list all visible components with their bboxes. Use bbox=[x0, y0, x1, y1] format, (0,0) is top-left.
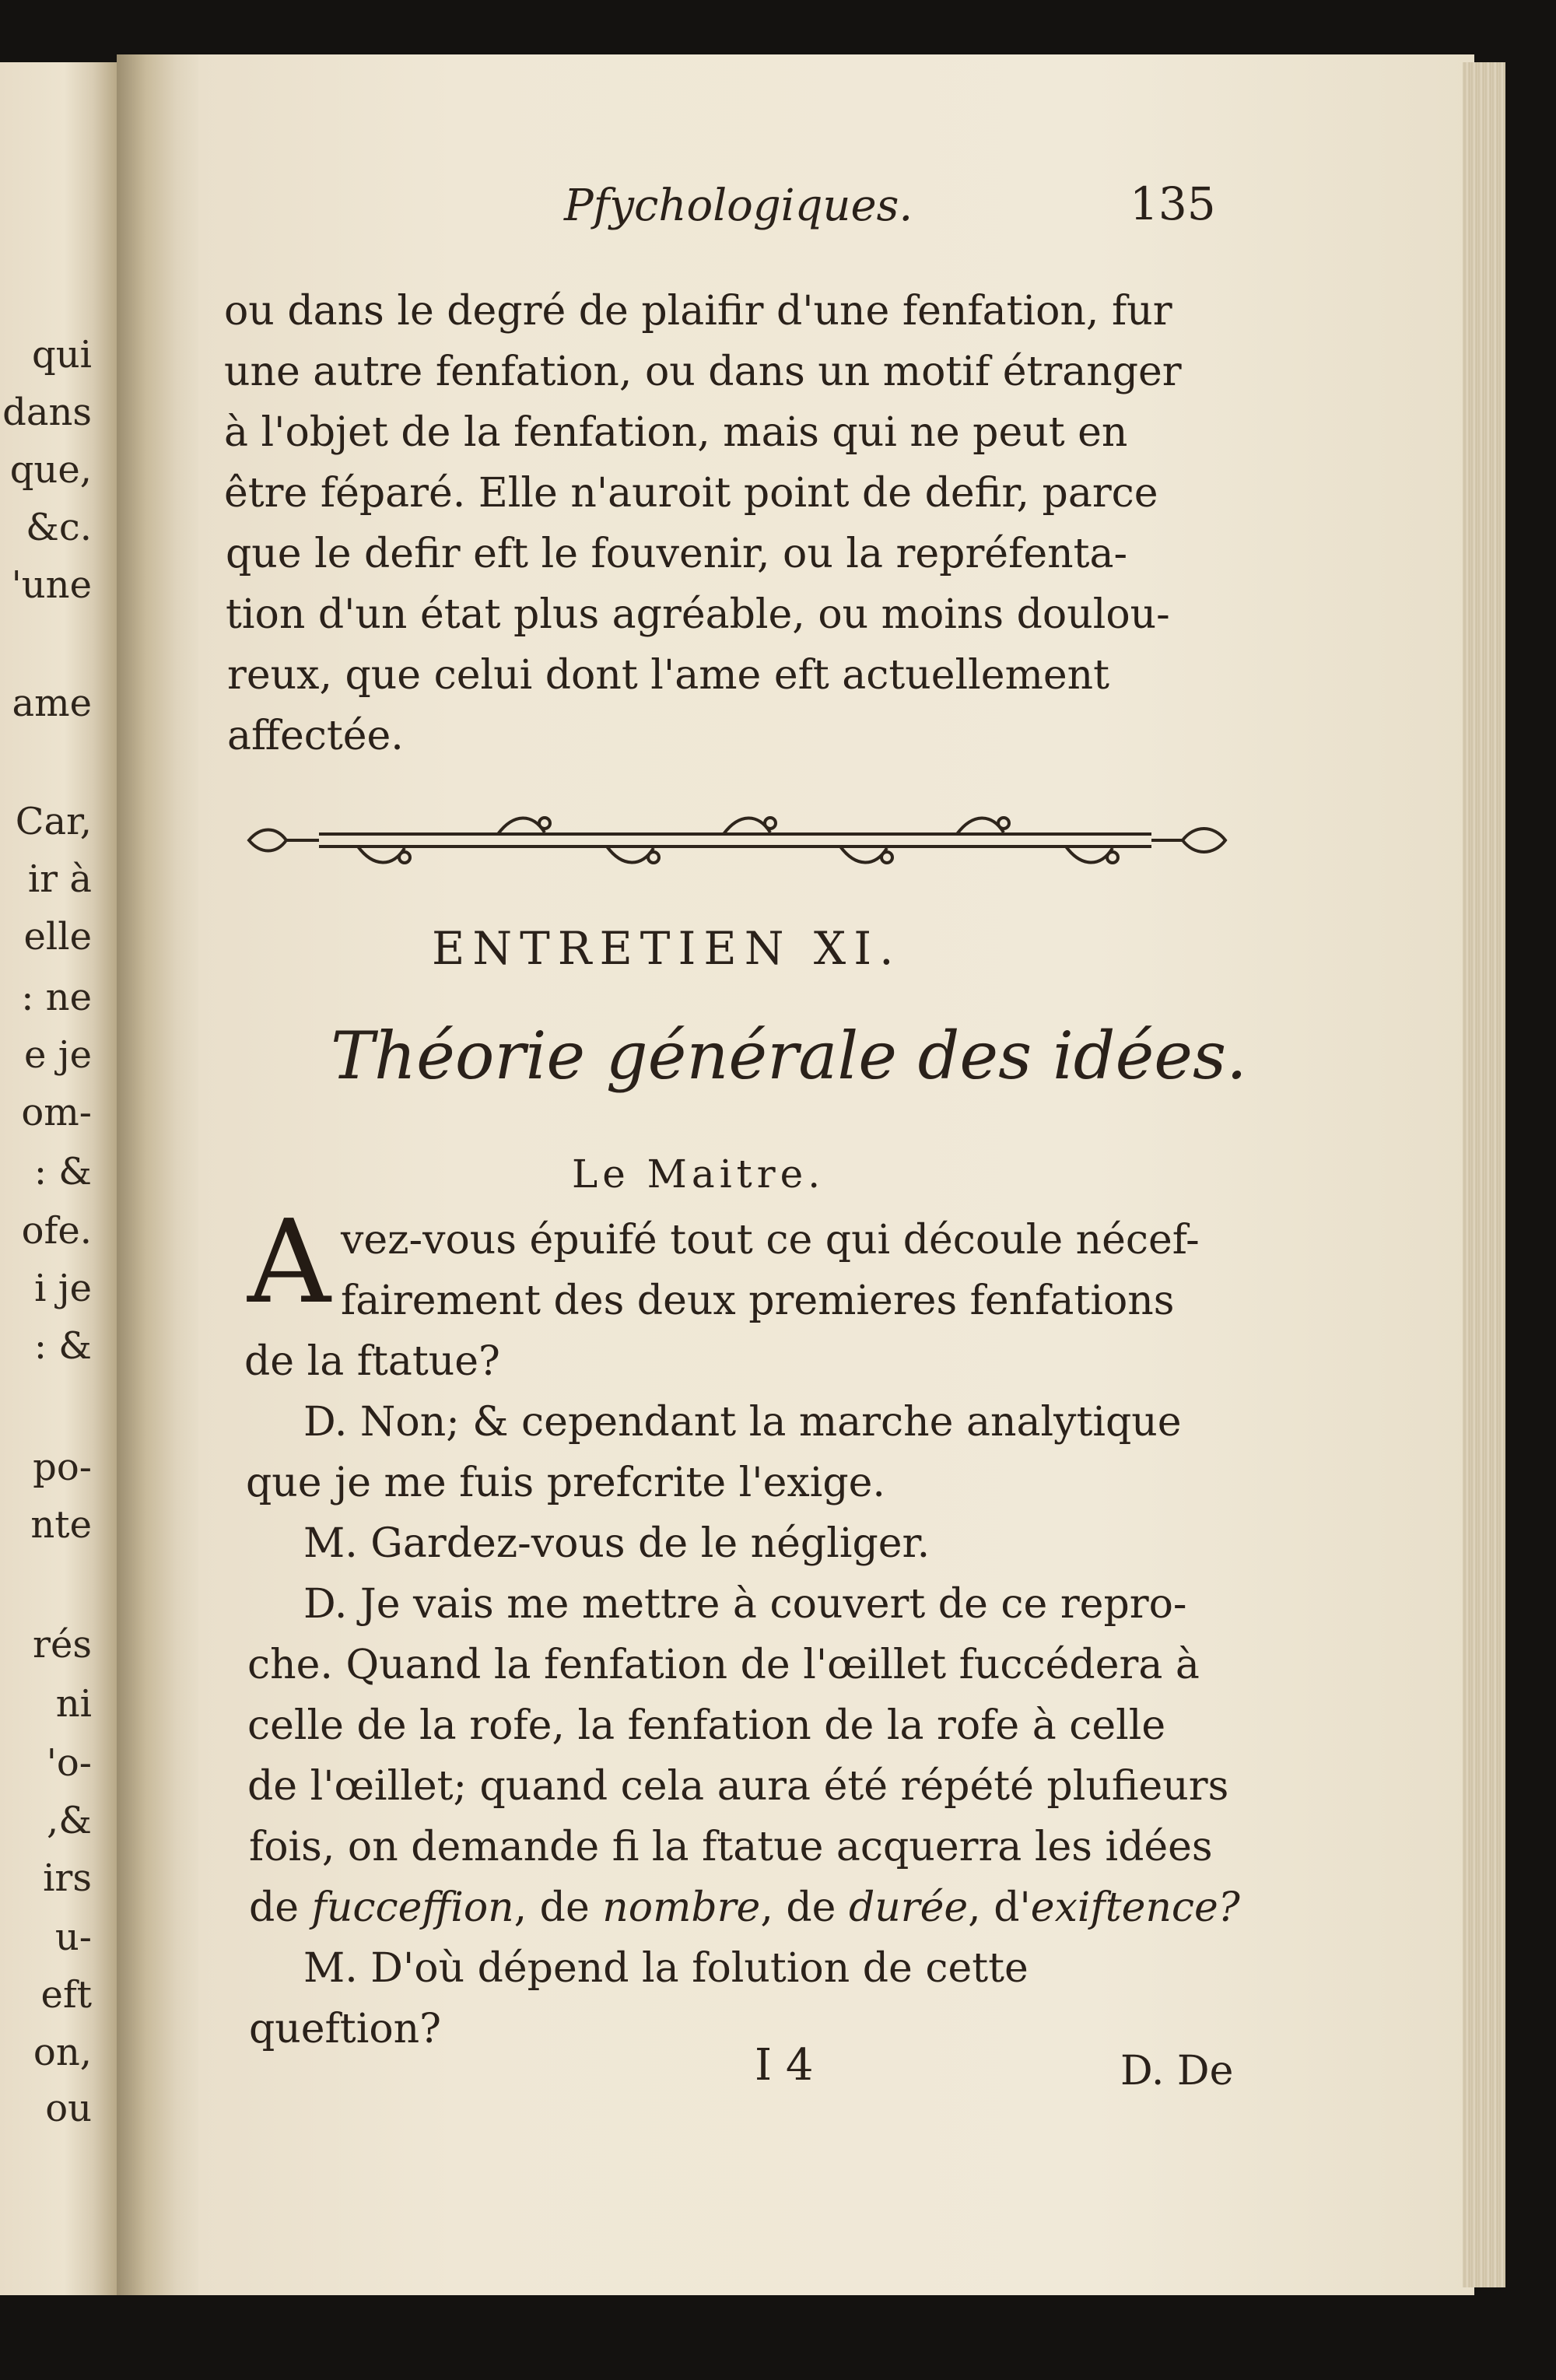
left-fragment: 'o- bbox=[46, 1741, 92, 1785]
text-line: à l'objet de la fenfation, mais qui ne peut en bbox=[224, 409, 1128, 456]
left-fragment: ni bbox=[55, 1682, 92, 1726]
chapter-title: ENTRETIEN XI. bbox=[432, 922, 902, 975]
text-line: tion d'un état plus agréable, ou moins doulou- bbox=[226, 591, 1170, 638]
running-header-title: Pfychologiques. bbox=[564, 181, 913, 231]
left-fragment: : & bbox=[33, 1324, 92, 1368]
text-line bbox=[249, 1884, 1240, 1931]
book-gutter bbox=[117, 54, 202, 2295]
ornament-rule-icon bbox=[241, 801, 1233, 879]
italic-term-existence: exiftence? bbox=[1030, 1884, 1240, 1931]
italic-term-duree: durée bbox=[848, 1884, 969, 1931]
text-line: être féparé. Elle n'auroit point de defir, parce bbox=[224, 470, 1158, 517]
left-fragment: : & bbox=[33, 1150, 92, 1194]
left-fragment: ou bbox=[45, 2087, 92, 2130]
left-fragment: Car, bbox=[15, 800, 92, 843]
text-segment: , d' bbox=[968, 1884, 1031, 1931]
left-fragment: : ne bbox=[21, 976, 92, 1019]
text-segment: , de bbox=[513, 1884, 590, 1931]
left-fragment: que, bbox=[9, 448, 92, 492]
left-fragment: on, bbox=[33, 2031, 92, 2074]
drop-cap: A bbox=[247, 1195, 331, 1329]
text-line: de la ftatue? bbox=[244, 1338, 500, 1385]
left-fragment: &c. bbox=[26, 506, 92, 549]
left-fragment: ir à bbox=[27, 857, 92, 901]
left-fragment: irs bbox=[43, 1856, 92, 1900]
text-line: fois, on demande fi la ftatue acquerra les idées bbox=[249, 1824, 1213, 1870]
left-fragment: e je bbox=[24, 1033, 92, 1077]
left-fragment: ofe. bbox=[21, 1209, 92, 1253]
text-line: M. D'où dépend la folution de cette bbox=[303, 1945, 1029, 1992]
left-fragment: u- bbox=[54, 1916, 92, 1959]
left-fragment: ,& bbox=[47, 1799, 92, 1842]
speaker-heading: Le Maitre. bbox=[572, 1151, 825, 1197]
chapter-subtitle: Théorie générale des idées. bbox=[331, 1018, 1247, 1094]
left-fragment: rés bbox=[33, 1623, 92, 1667]
italic-term-nombre: nombre bbox=[602, 1884, 761, 1931]
left-fragment: elle bbox=[23, 915, 92, 959]
text-segment: , de bbox=[760, 1884, 836, 1931]
left-fragment: ame bbox=[12, 682, 92, 725]
text-line: D. Non; & cependant la marche analytique bbox=[303, 1399, 1182, 1446]
text-line: vez-vous épuifé tout ce qui découle nécef- bbox=[341, 1217, 1200, 1264]
text-line: une autre fenfation, ou dans un motif étranger bbox=[224, 349, 1182, 395]
text-line: reux, que celui dont l'ame eft actuellement bbox=[227, 652, 1110, 699]
left-fragment: nte bbox=[30, 1503, 92, 1547]
text-line: D. Je vais me mettre à couvert de ce repro- bbox=[303, 1581, 1187, 1628]
page-number: 135 bbox=[1130, 177, 1216, 230]
text-line: que le defir eft le fouvenir, ou la repréfenta- bbox=[226, 531, 1128, 577]
text-line: ou dans le degré de plaifir d'une fenfation, fur bbox=[224, 288, 1172, 335]
text-line: fairement des deux premieres fenfations bbox=[341, 1278, 1175, 1324]
left-fragment: qui bbox=[32, 333, 92, 377]
text-segment: de bbox=[249, 1884, 300, 1931]
page-edges bbox=[1463, 62, 1505, 2287]
left-fragment: 'une bbox=[11, 563, 92, 607]
signature-mark: I 4 bbox=[755, 2040, 814, 2091]
text-line: celle de la rofe, la fenfation de la rofe à celle bbox=[247, 1702, 1166, 1749]
text-line: que je me fuis prefcrite l'exige. bbox=[246, 1460, 885, 1506]
left-fragment: i je bbox=[34, 1267, 92, 1310]
text-line: de l'œillet; quand cela aura été répété plufieurs bbox=[247, 1763, 1229, 1810]
left-fragment: po- bbox=[33, 1446, 92, 1489]
text-line: M. Gardez-vous de le négliger. bbox=[303, 1520, 930, 1567]
catchword: D. De bbox=[1120, 2048, 1234, 2094]
left-facing-page bbox=[0, 62, 117, 2295]
italic-term-succession: fucceffion bbox=[311, 1884, 514, 1931]
text-line: queftion? bbox=[249, 2006, 441, 2052]
text-line: che. Quand la fenfation de l'œillet fuccédera à bbox=[247, 1642, 1200, 1688]
left-fragment: eft bbox=[40, 1973, 92, 2017]
text-line: affectée. bbox=[227, 713, 404, 759]
left-fragment: dans bbox=[2, 391, 92, 434]
left-fragment: om- bbox=[21, 1091, 92, 1134]
